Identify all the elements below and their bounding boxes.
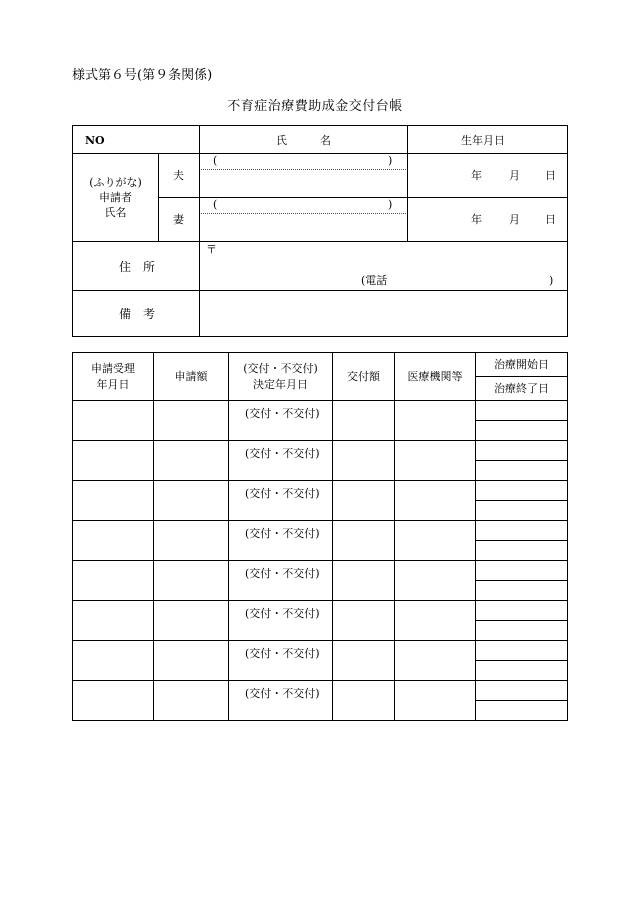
header-start-date: 治療開始日 xyxy=(494,357,549,371)
header-decision-date xyxy=(229,353,332,400)
row-decision: (交付・不交付) xyxy=(245,487,320,500)
header-decision-line2: 決定年月日 xyxy=(253,377,308,391)
row-decision: (交付・不交付) xyxy=(245,567,320,580)
document-title: 不育症治療費助成金交付台帳 xyxy=(227,99,403,114)
applicant-table xyxy=(72,125,568,337)
wife-furigana-open: ( xyxy=(213,198,218,211)
husband-label: 夫 xyxy=(173,169,184,182)
wife-furigana-close: ) xyxy=(388,198,393,211)
row-decision: (交付・不交付) xyxy=(245,607,320,620)
row-decision: (交付・不交付) xyxy=(245,447,320,460)
header-amount-granted: 交付額 xyxy=(347,369,380,383)
wife-birth-year: 年 xyxy=(471,213,482,226)
husband-birth-month: 月 xyxy=(509,169,520,182)
no-label: NO xyxy=(85,134,105,147)
row-decision: (交付・不交付) xyxy=(245,647,320,660)
remarks-label: 備 考 xyxy=(119,307,156,321)
header-amount-requested: 申請額 xyxy=(174,369,208,383)
husband-furigana-close: ) xyxy=(388,154,393,167)
birthdate-label: 生年月日 xyxy=(461,134,505,147)
applicant-label-line2: 氏名 xyxy=(104,205,127,219)
furigana-label: (ふりがな) xyxy=(89,176,142,189)
row-decision: (交付・不交付) xyxy=(245,687,320,700)
header-receipt-date-line1: 申請受理 xyxy=(91,362,135,376)
applicant-label-line1: 申請者 xyxy=(99,190,132,204)
address-label: 住 所 xyxy=(119,260,156,274)
husband-birth-day: 日 xyxy=(545,169,556,182)
ledger-table xyxy=(72,352,568,721)
wife-birth-month: 月 xyxy=(509,213,520,226)
husband-furigana-open: ( xyxy=(213,154,218,167)
husband-birth-year: 年 xyxy=(471,169,482,182)
wife-label: 妻 xyxy=(173,213,184,226)
row-decision: (交付・不交付) xyxy=(245,407,320,420)
postal-mark: 〒 xyxy=(206,243,217,256)
header-institution: 医療機関等 xyxy=(407,369,463,383)
row-decision: (交付・不交付) xyxy=(245,527,320,540)
wife-birth-day: 日 xyxy=(545,213,556,226)
form-number: 様式第６号(第９条関係) xyxy=(72,68,213,83)
header-receipt-date-line2: 年月日 xyxy=(96,377,130,391)
name-label: 氏 名 xyxy=(276,134,331,147)
applicant-label xyxy=(73,176,158,221)
header-receipt-date xyxy=(73,353,153,400)
phone-open: (電話 xyxy=(361,274,388,287)
header-decision-line1: (交付・不交付) xyxy=(243,362,318,376)
phone-close: ) xyxy=(549,274,554,287)
header-end-date: 治療終了日 xyxy=(494,381,549,395)
